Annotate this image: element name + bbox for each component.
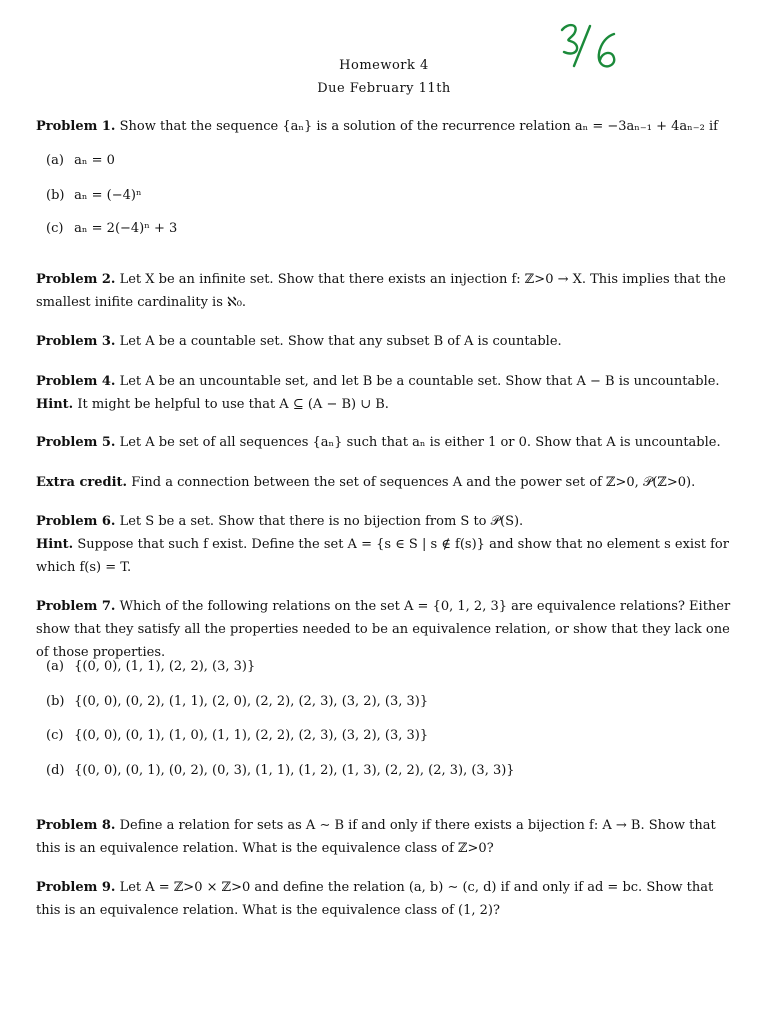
item-label: (d) xyxy=(46,763,65,778)
extra-credit xyxy=(36,471,732,494)
problem-text: Define a relation for sets as A ∼ B if and only if there exists a bijection f: A → B. Show that this is an equivalence relation. What is the equivalence class of ℤ>0? xyxy=(36,818,716,856)
hint-text: It might be helpful to use that A ⊆ (A − B) ∪ B. xyxy=(77,397,389,412)
problem-text: Let A = ℤ>0 × ℤ>0 and define the relation (a, b) ∼ (c, d) if and only if ad = bc. Show that this is an equivalence relation. What is the equivalence class of (1, 2)? xyxy=(36,880,714,918)
problem-7-item-a xyxy=(46,657,726,677)
problem-7-item-b xyxy=(46,692,726,712)
problem-label: Problem 4. xyxy=(36,374,116,389)
hint-text: Suppose that such f exist. Define the set A = {s ∈ S | s ∉ f(s)} and show that no element s exist for which f(s) = T. xyxy=(36,537,729,575)
problem-text: Which of the following relations on the set A = {0, 1, 2, 3} are equivalence relations? Either show that they satisfy all the properties needed to be an equivalence relation, or show that they lack one of those properties. xyxy=(36,599,731,660)
due-date: Due February 11th xyxy=(317,81,451,96)
hint-label: Hint. xyxy=(36,537,74,552)
problem-7-item-c xyxy=(46,726,726,746)
problem-1-item-a xyxy=(46,151,726,171)
problem-text: Let X be an infinite set. Show that there exists an injection f: ℤ>0 → X. This implies that the smallest inifite cardinality is ℵ₀. xyxy=(36,272,726,310)
problem-label: Problem 6. xyxy=(36,514,116,529)
problem-text: Let A be a countable set. Show that any subset B of A is countable. xyxy=(119,334,562,349)
problem-9 xyxy=(36,876,732,922)
item-text: {(0, 0), (1, 1), (2, 2), (3, 3)} xyxy=(74,659,256,674)
problem-1 xyxy=(36,115,732,138)
item-label: (b) xyxy=(46,188,65,203)
item-label: (a) xyxy=(46,659,64,674)
problem-label: Problem 2. xyxy=(36,272,116,287)
problem-text: Let A be set of all sequences {aₙ} such that aₙ is either 1 or 0. Show that A is uncountable. xyxy=(119,435,721,450)
problem-2 xyxy=(36,268,732,314)
problem-text: Find a connection between the set of sequences A and the power set of ℤ>0, 𝒫(ℤ>0). xyxy=(131,475,696,490)
homework-title: Homework 4 xyxy=(339,58,429,73)
item-text: aₙ = 0 xyxy=(74,153,115,168)
problem-7-item-d xyxy=(46,761,726,781)
problem-label: Problem 3. xyxy=(36,334,116,349)
problem-3 xyxy=(36,330,732,353)
problem-1-item-c xyxy=(46,219,726,239)
hint-label: Hint. xyxy=(36,397,74,412)
item-text: {(0, 0), (0, 1), (0, 2), (0, 3), (1, 1), (1, 2), (1, 3), (2, 2), (2, 3), (3, 3)} xyxy=(74,763,515,778)
problem-7 xyxy=(36,595,732,664)
item-text: {(0, 0), (0, 2), (1, 1), (2, 0), (2, 2), (2, 3), (3, 2), (3, 3)} xyxy=(74,694,429,709)
problem-6 xyxy=(36,510,732,579)
item-label: (c) xyxy=(46,728,64,743)
item-text: {(0, 0), (0, 1), (1, 0), (1, 1), (2, 2), (2, 3), (3, 2), (3, 3)} xyxy=(74,728,429,743)
problem-label: Extra credit. xyxy=(36,475,128,490)
item-label: (c) xyxy=(46,221,64,236)
item-text: aₙ = (−4)ⁿ xyxy=(74,188,142,203)
problem-text: Let A be an uncountable set, and let B be a countable set. Show that A − B is uncountable. xyxy=(119,374,720,389)
problem-5 xyxy=(36,431,732,454)
problem-4 xyxy=(36,370,732,416)
problem-8 xyxy=(36,814,732,860)
problem-label: Problem 5. xyxy=(36,435,116,450)
problem-1-item-b xyxy=(46,186,726,206)
problem-text: Show that the sequence {aₙ} is a solution of the recurrence relation aₙ = −3aₙ₋₁ + 4aₙ₋₂ if xyxy=(119,119,718,134)
problem-label: Problem 9. xyxy=(36,880,116,895)
problem-text: Let S be a set. Show that there is no bijection from S to 𝒫(S). xyxy=(119,514,524,529)
problem-label: Problem 1. xyxy=(36,119,116,134)
problem-label: Problem 8. xyxy=(36,818,116,833)
problem-label: Problem 7. xyxy=(36,599,116,614)
item-label: (a) xyxy=(46,153,64,168)
item-text: aₙ = 2(−4)ⁿ + 3 xyxy=(74,221,178,236)
item-label: (b) xyxy=(46,694,65,709)
